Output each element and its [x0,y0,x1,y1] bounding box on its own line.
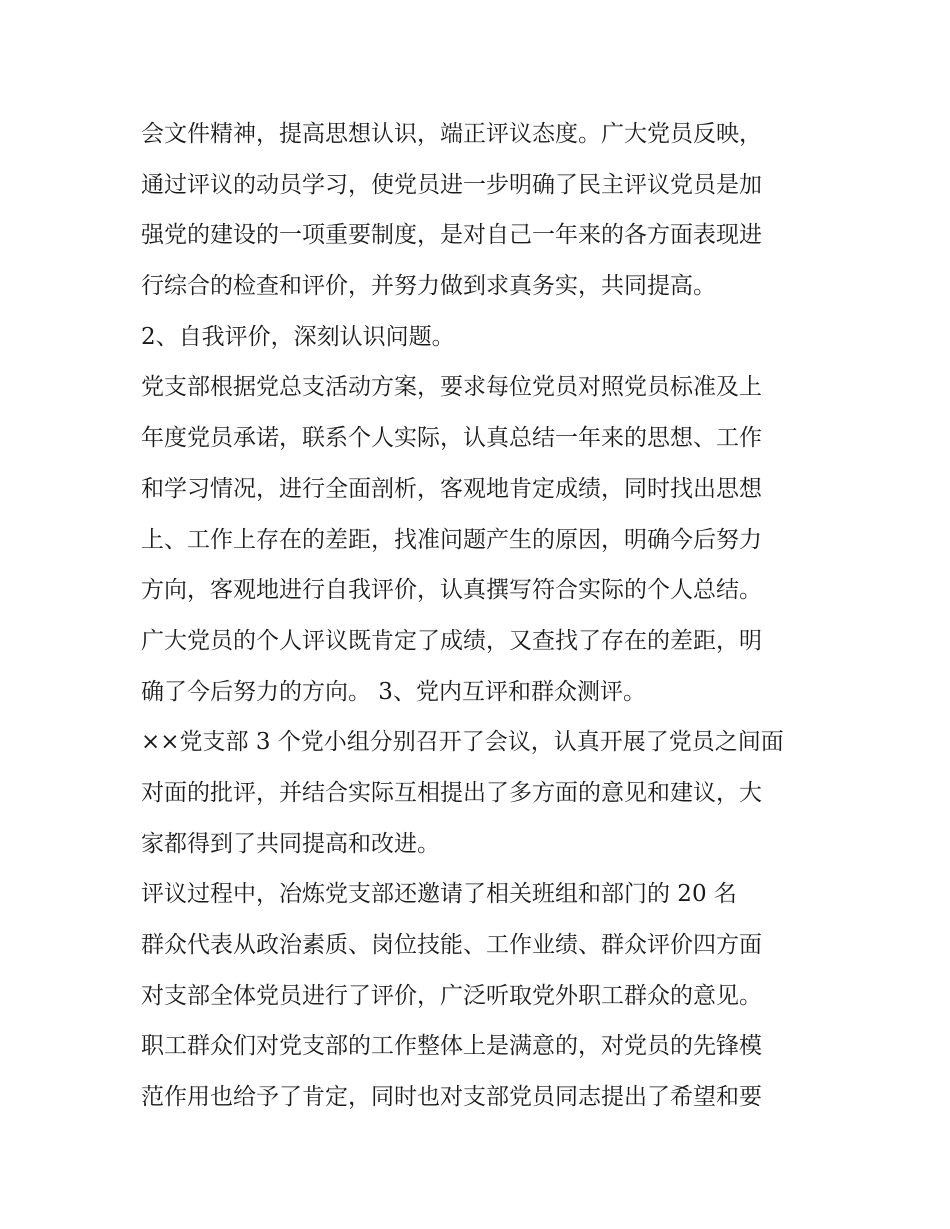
body-text [141,109,821,1123]
text-line: 上、工作上存在的差距，找准问题产生的原因，明确今后努力 [141,526,762,553]
text-line: 对支部全体党员进行了评价，广泛听取党外职工群众的意见。 [141,982,762,1009]
text-line: 职工群众们对党支部的工作整体上是满意的，对党员的先锋模 [141,1033,762,1060]
text-line: ××党支部 3 个党小组分别召开了会议，认真开展了党员之间面 [141,729,784,756]
text-line: 强党的建设的一项重要制度，是对自己一年来的各方面表现进 [141,222,762,249]
text-line: 年度党员承诺，联系个人实际，认真总结一年来的思想、工作 [141,425,762,452]
text-line: 广大党员的个人评议既肯定了成绩，又查找了存在的差距，明 [141,627,762,654]
text-line: 和学习情况，进行全面剖析，客观地肯定成绩，同时找出思想 [141,475,762,502]
text-line: 通过评议的动员学习，使党员进一步明确了民主评议党员是加 [141,171,762,198]
text-line: 评议过程中，冶炼党支部还邀请了相关班组和部门的 20 名 [141,881,737,908]
text-line: 行综合的检查和评价，并努力做到求真务实，共同提高。 [141,273,716,300]
text-line: 群众代表从政治素质、岗位技能、工作业绩、群众评价四方面 [141,932,762,958]
text-line: 对面的批评，并结合实际互相提出了多方面的意见和建议，大 [141,779,762,806]
text-line: 家都得到了共同提高和改进。 [141,830,440,857]
section-heading: 2、自我评价，深刻认识问题。 [141,323,455,350]
text-line: 范作用也给予了肯定，同时也对支部党员同志提出了希望和要 [141,1084,762,1111]
text-line: 会文件精神，提高思想认识，端正评议态度。广大党员反映， [141,121,762,147]
text-line: 确了今后努力的方向。 3、党内互评和群众测评。 [141,678,646,705]
text-line: 党支部根据党总支活动方案，要求每位党员对照党员标准及上 [141,374,762,401]
text-line: 方向，客观地进行自我评价，认真撰写符合实际的个人总结。 [141,577,762,604]
